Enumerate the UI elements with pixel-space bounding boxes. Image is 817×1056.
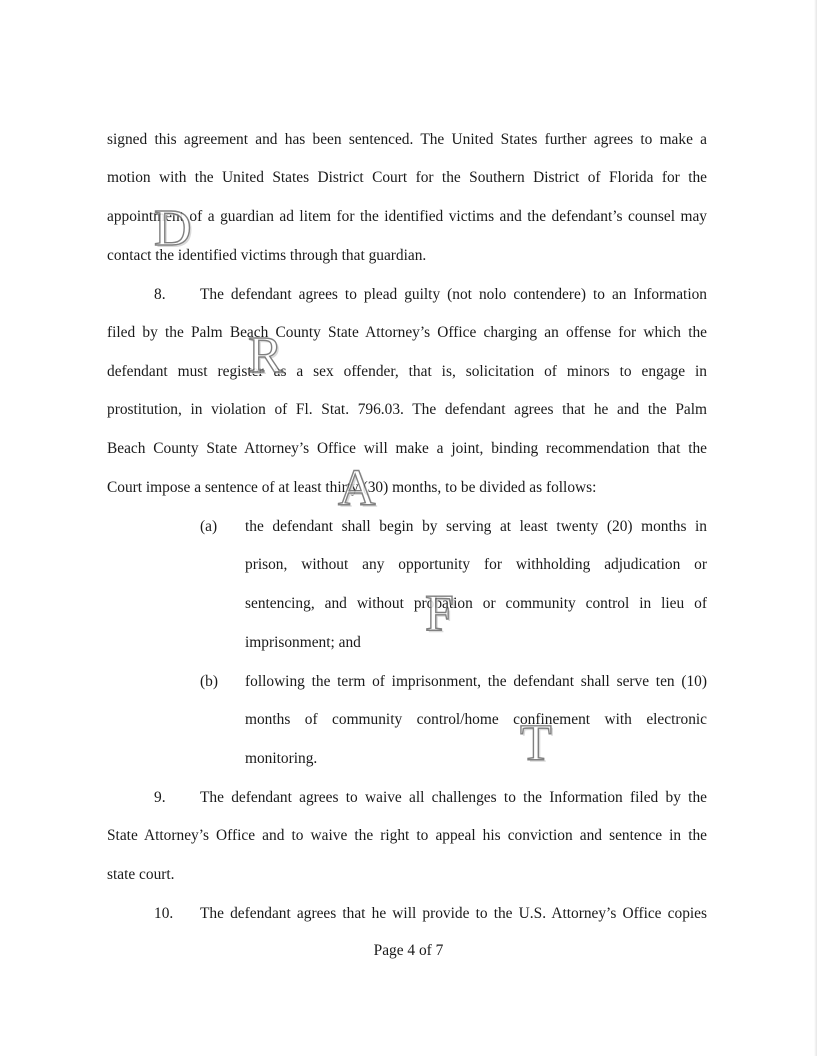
paragraph-number: 10. (154, 905, 174, 922)
list-label: (b) (200, 673, 218, 690)
text-line: contact the identified victims through that guardian. (107, 247, 427, 264)
text-line: defendant must register as a sex offender, that is, solicitation of minors to engage in (107, 363, 707, 380)
list-item-line: months of community control/home confinement with electronic (245, 711, 707, 728)
list-item-line: imprisonment; and (245, 634, 361, 651)
paragraph-number: 9. (154, 789, 166, 806)
paragraph-number: 8. (154, 286, 166, 303)
watermark-letter: F (425, 585, 454, 642)
watermark-letter: A (338, 460, 376, 517)
text-line: The defendant agrees that he will provide to the U.S. Attorney’s Office copies (200, 905, 707, 922)
list-label: (a) (200, 518, 218, 535)
text-line: State Attorney’s Office and to waive the right to appeal his conviction and sentence in the (107, 827, 707, 844)
list-item-line: following the term of imprisonment, the defendant shall serve ten (10) (245, 673, 707, 690)
text-line: Court impose a sentence of at least thirty (30) months, to be divided as follows: (107, 479, 597, 496)
text-line: motion with the United States District Court for the Southern District of Florida for the (107, 169, 707, 186)
text-line: The defendant agrees to plead guilty (not nolo contendere) to an Information (200, 286, 707, 303)
watermark-letter: D (154, 200, 192, 257)
text-line: The defendant agrees to waive all challenges to the Information filed by the (200, 789, 707, 806)
list-item-line: monitoring. (245, 750, 318, 767)
page-footer: Page 4 of 7 (373, 942, 444, 959)
list-item-line: the defendant shall begin by serving at least twenty (20) months in (245, 518, 707, 535)
list-item-line: prison, without any opportunity for withholding adjudication or (245, 556, 707, 573)
list-item-line: sentencing, and without probation or community control in lieu of (245, 595, 707, 612)
text-line: filed by the Palm Beach County State Attorney’s Office charging an offense for which the (107, 324, 707, 341)
text-line: signed this agreement and has been sentenced. The United States further agrees to make a (107, 131, 707, 148)
text-line: state court. (107, 866, 175, 883)
text-line: appointment of a guardian ad litem for the identified victims and the defendant’s counsel may (107, 208, 707, 225)
text-line: prostitution, in violation of Fl. Stat. 796.03. The defendant agrees that he and the Palm (107, 401, 707, 418)
watermark-letter: T (520, 715, 552, 772)
watermark-letter: R (248, 327, 283, 384)
text-line: Beach County State Attorney’s Office will make a joint, binding recommendation that the (107, 440, 707, 457)
